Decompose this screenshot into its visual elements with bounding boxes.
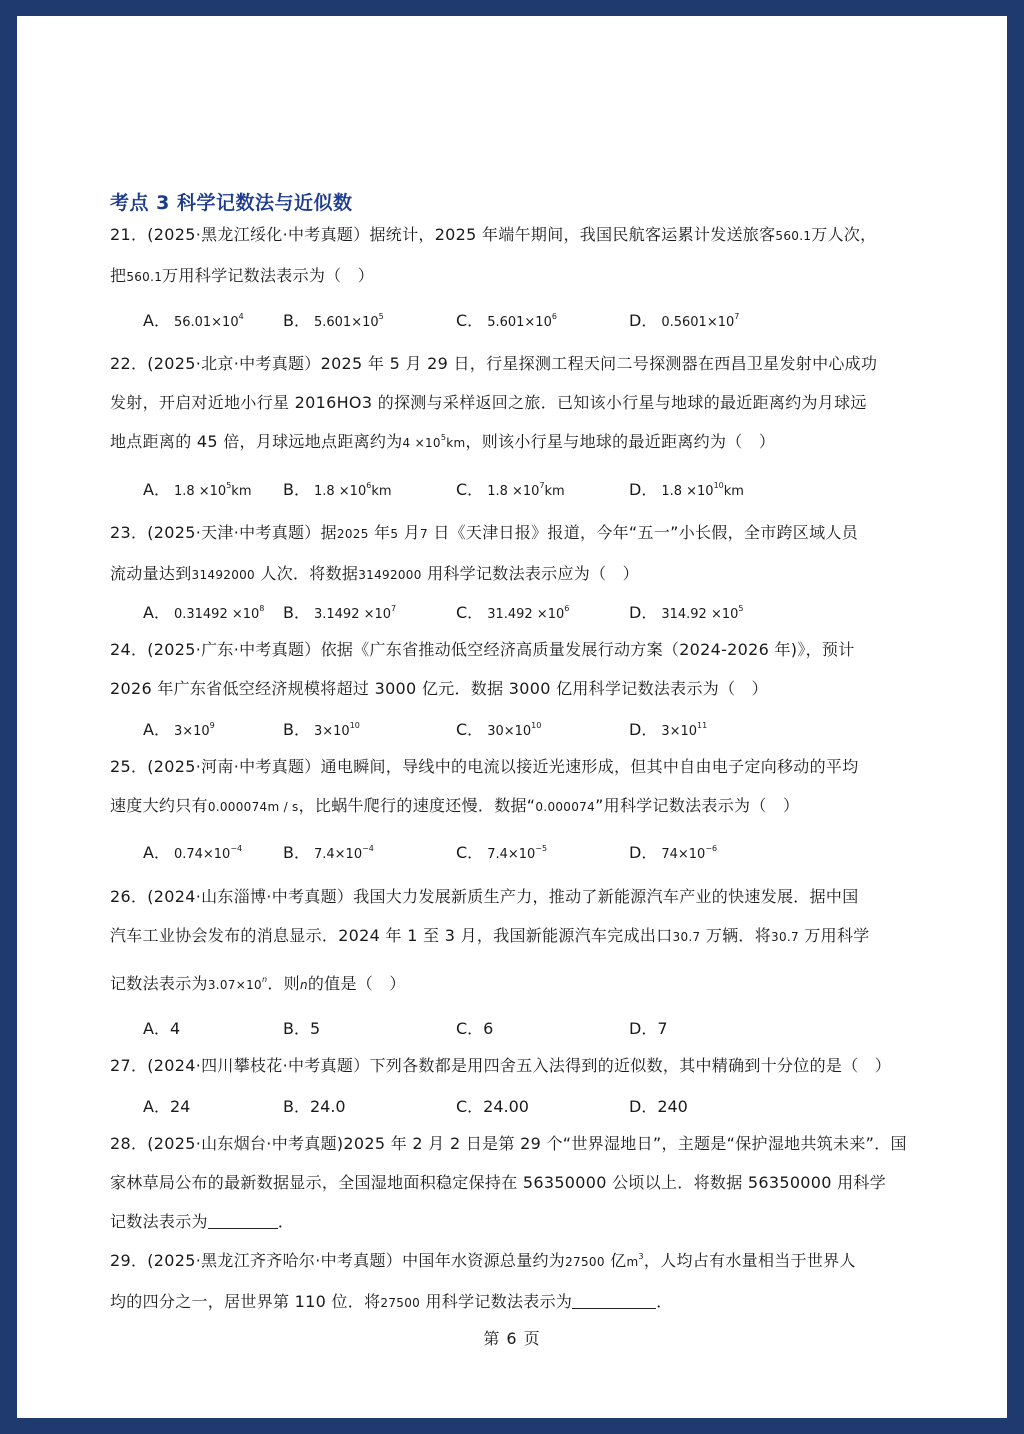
question-21-line-1: 21．(2025·黑龙江绥化·中考真题）据统计，2025 年端午期间，我国民航客运累计发送旅客560.1万人次， — [110, 225, 877, 244]
option-c[interactable]: C． $7.4\times 10^{-5}$ — [456, 843, 548, 862]
question-23 — [110, 513, 916, 595]
question-29-line-2: 均的四分之一，居世界第 110 位．将27500 用科学记数法表示为 ． — [110, 1292, 673, 1311]
question-25-line-1: 25．(2025·河南·中考真题）通电瞬间，导线中的电流以接近光速形成，但其中自由电子定向移动的平均 — [110, 757, 859, 776]
option-a[interactable]: A． $0.74\times 10^{-4}$ — [143, 843, 243, 862]
question-24 — [110, 630, 916, 708]
question-29-line-1: 29．(2025·黑龙江齐齐哈尔·中考真题）中国年水资源总量约为27500 亿$m^3$，人均占有水量相当于世界人 — [110, 1251, 856, 1270]
option-c[interactable]: C． $30\times 10^{10}$ — [456, 720, 542, 739]
question-26-options — [143, 1016, 923, 1040]
question-22-line-1: 22．(2025·北京·中考真题）2025 年 5 月 29 日，行星探测工程天问二号探测器在西昌卫星发射中心成功 — [110, 354, 878, 373]
option-a[interactable]: A．24 — [143, 1097, 191, 1116]
question-28-line-1: 28．(2025·山东烟台·中考真题)2025 年 2 月 2 日是第 29 个“世界湿地日”，主题是“保护湿地共筑未来”．国 — [110, 1134, 907, 1153]
option-a[interactable]: A．4 — [143, 1019, 181, 1038]
question-27-line-1: 27．(2024·四川攀枝花·中考真题）下列各数都是用四舍五入法得到的近似数，其中精确到十分位的是（ ） — [110, 1056, 892, 1075]
question-23-line-1: 23．(2025·天津·中考真题）据2025 年5 月7 日《天津日报》报道，今年“五一”小长假，全市跨区域人员 — [110, 523, 859, 542]
question-28-line-2: 家林草局公布的最新数据显示，全国湿地面积稳定保持在 56350000 公顷以上．将数据 56350000 用科学 — [110, 1173, 887, 1192]
question-22-line-2: 发射，开启对近地小行星 2016HO3 的探测与采样返回之旅．已知该小行星与地球的最近距离约为月球远 — [110, 393, 867, 412]
option-a[interactable]: A． $3\times 10^9$ — [143, 720, 215, 739]
option-a[interactable]: A． $1.8 \times 10^5km$ — [143, 480, 252, 499]
option-b[interactable]: B．5 — [283, 1019, 321, 1038]
option-d[interactable]: D． $3\times 10^{11}$ — [629, 720, 708, 739]
question-28 — [110, 1124, 916, 1241]
question-24-line-2: 2026 年广东省低空经济规模将超过 3000 亿元．数据 3000 亿用科学记数法表示为（ ） — [110, 679, 768, 698]
answer-blank[interactable] — [572, 1292, 656, 1309]
question-26-line-1: 26．(2024·山东淄博·中考真题）我国大力发展新质生产力，推动了新能源汽车产业的快速发展．据中国 — [110, 887, 859, 906]
option-d[interactable]: D．240 — [629, 1097, 688, 1116]
page-number: 第 6 页 — [483, 1329, 541, 1348]
question-28-line-3: 记数法表示为 ． — [110, 1212, 295, 1231]
option-a[interactable]: A． $56.01\times 10^4$ — [143, 311, 244, 330]
option-c[interactable]: C． $31.492 \times 10^6$ — [456, 603, 570, 622]
option-b[interactable]: B． $3.1492 \times 10^7$ — [283, 603, 397, 622]
question-27-options — [143, 1094, 923, 1118]
question-22-options — [143, 477, 923, 501]
option-d[interactable]: D． $314.92 \times 10^5$ — [629, 603, 744, 622]
question-23-options — [143, 600, 923, 624]
question-29 — [110, 1241, 916, 1323]
question-22-line-3: 地点距离的 45 倍，月球远地点距离约为$4 \times 10^5km$，则该小行星与地球的最近距离约为（ ） — [110, 432, 776, 451]
option-d[interactable]: D．7 — [629, 1019, 668, 1038]
question-22 — [110, 344, 916, 463]
question-26 — [110, 877, 916, 1005]
option-a[interactable]: A． $0.31492 \times 10^8$ — [143, 603, 265, 622]
section-title: 考点 3 科学记数法与近似数 — [110, 192, 353, 214]
question-25 — [110, 747, 916, 827]
question-26-line-2: 汽车工业协会发布的消息显示．2024 年 1 至 3 月，我国新能源汽车完成出口30.7 万辆．将30.7 万用科学 — [110, 926, 870, 945]
question-25-options — [143, 840, 923, 864]
question-24-line-1: 24．(2025·广东·中考真题）依据《广东省推动低空经济高质量发展行动方案（2024-2026 年)》，预计 — [110, 640, 855, 659]
option-b[interactable]: B． $1.8 \times 10^6km$ — [283, 480, 392, 499]
option-b[interactable]: B． $7.4\times 10^{-4}$ — [283, 843, 374, 862]
question-25-line-2: 速度大约只有0.000074m / s，比蜗牛爬行的速度还慢．数据“0.000074”用科学记数法表示为（ ） — [110, 796, 800, 815]
question-21-options — [143, 308, 923, 332]
option-b[interactable]: B． $5.601\times 10^5$ — [283, 311, 384, 330]
option-b[interactable]: B． $3\times 10^{10}$ — [283, 720, 360, 739]
option-d[interactable]: D． $0.5601\times 10^7$ — [629, 311, 740, 330]
option-d[interactable]: D． $74\times 10^{-6}$ — [629, 843, 718, 862]
option-b[interactable]: B．24.0 — [283, 1097, 346, 1116]
option-c[interactable]: C． $5.601\times 10^6$ — [456, 311, 557, 330]
option-c[interactable]: C．24.00 — [456, 1097, 529, 1116]
question-24-options — [143, 717, 923, 741]
question-27 — [110, 1046, 916, 1085]
question-21 — [110, 215, 916, 297]
answer-blank[interactable] — [208, 1212, 278, 1229]
question-26-line-3: 记数法表示为$3.07\times 10^n$．则n的值是（ ） — [110, 974, 406, 993]
option-c[interactable]: C． $1.8 \times 10^7km$ — [456, 480, 565, 499]
option-c[interactable]: C．6 — [456, 1019, 494, 1038]
option-d[interactable]: D． $1.8 \times 10^{10}km$ — [629, 480, 744, 499]
question-21-line-2: 把560.1万用科学记数法表示为（ ） — [110, 266, 375, 285]
question-23-line-2: 流动量达到31492000 人次．将数据31492000 用科学记数法表示应为（ ） — [110, 564, 639, 583]
